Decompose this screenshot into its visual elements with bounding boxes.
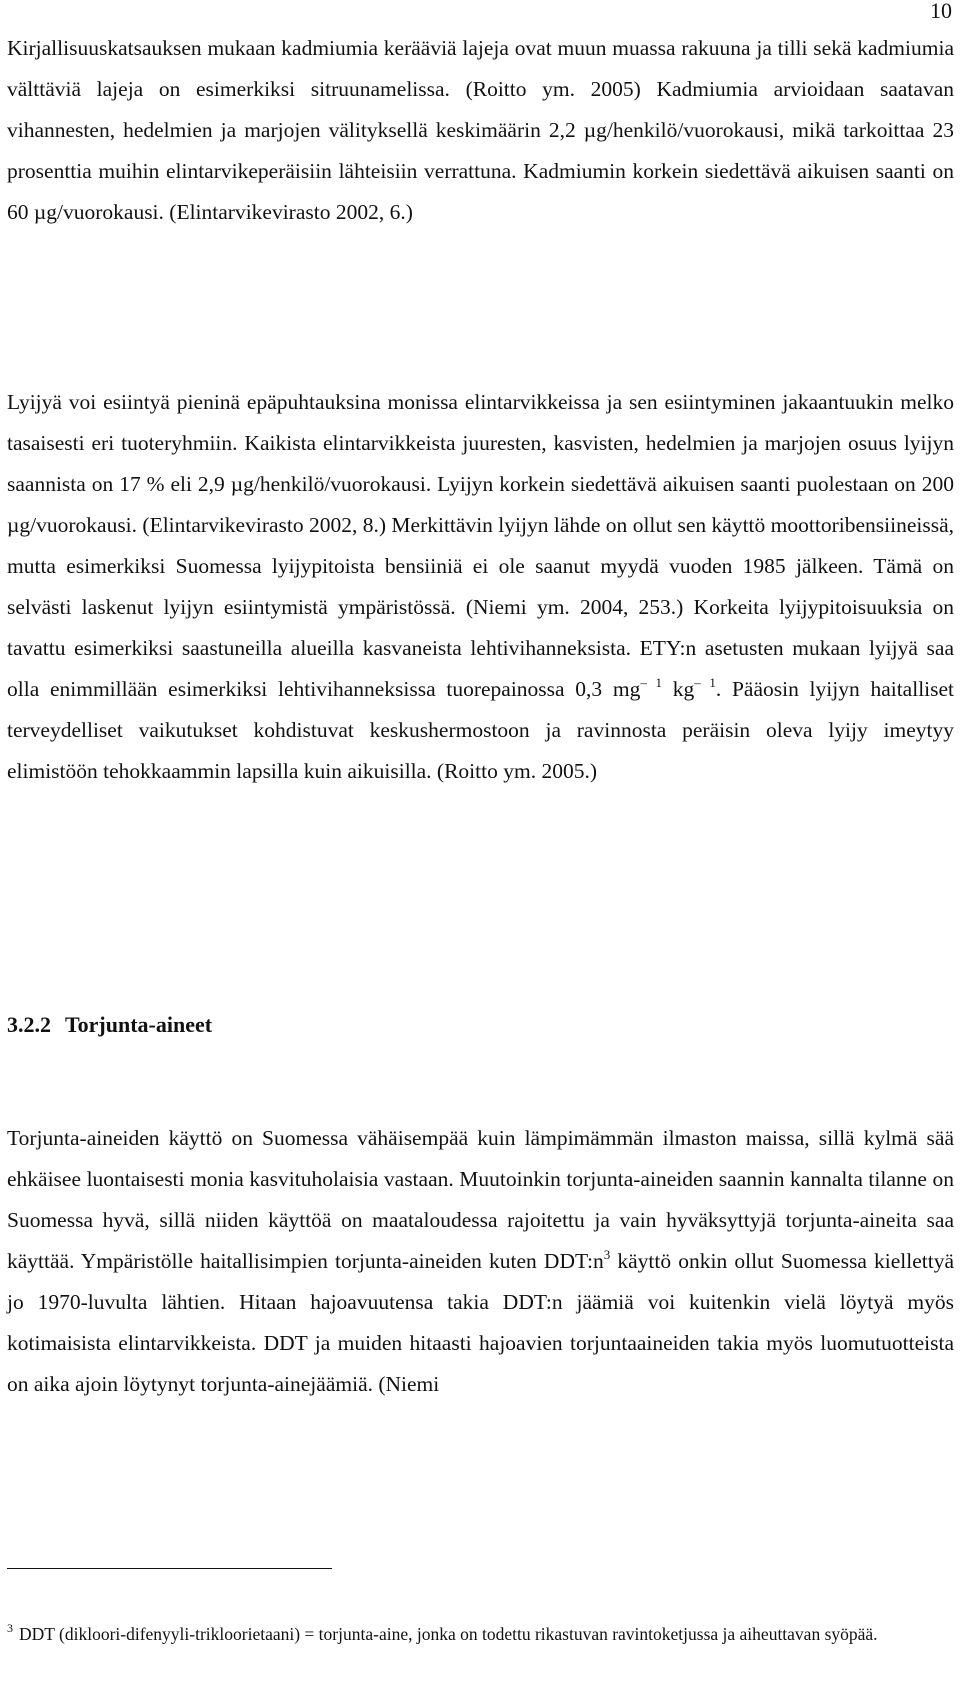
section-title: Torjunta-aineet [65,1012,213,1037]
paragraph-pesticides [7,1118,954,1405]
paragraph-lead-text: Lyijyä voi esiintyä pieninä epäpuhtauksina monissa elintarvikkeissa ja sen esiintyminen jakaantuukin melko tasaisesti eri tuoteryhmiin. Kaikista elintarvikkeista juuresten, kasvisten, hedelmien ja marjojen osuus lyijyn saannista on 17 % eli 2,9 µg/henkilö/vuorokausi. Lyijyn korkein siedettävä aikuisen saanti puolestaan on 200 µg/vuorokausi. (Elintarvikevirasto 2002, 8.) Merkittävin lyijyn lähde on ollut sen käyttö moottoribensiineissä, mutta esimerkiksi Suomessa lyijypitoista bensiiniä ei ole saanut myydä vuoden 1985 jälkeen. Tämä on selvästi laskenut lyijyn esiintymistä ympäristössä. (Niemi ym. 2004, 253.) Korkeita lyijypitoisuuksia on tavattu esimerkiksi saastuneilla alueilla kasvaneista lehtivihanneksista. ETY:n asetusten mukaan lyijyä saa olla enimmillään esimerkiksi lehtivihanneksissa tuorepainossa 0,3 mg [7,390,954,701]
section-number: 3.2.2 [7,1012,51,1037]
footnote [7,1618,954,1650]
page-number: 10 [930,0,952,23]
footnote-reference: 3 [603,1247,611,1262]
footnote-text: DDT (dikloori-difenyyli-trikloorietaani) = torjunta-aine, jonka on todettu rikastuvan ravintoketjussa ja aiheuttavan syöpää. [19,1624,878,1644]
paragraph-pesticides-text: Torjunta-aineiden käyttö on Suomessa vähäisempää kuin lämpimämmän ilmaston maissa, sillä kylmä sää ehkäisee luontaisesti monia kasvituholaisia vastaan. Muutoinkin torjunta-aineiden saannin kannalta tilanne on Suomessa hyvä, sillä niiden käyttöä on maataloudessa rajoitettu ja vain hyväksyttyjä torjunta-aineita saa käyttää. Ympäristölle haitallisimpien torjunta-aineiden kuten DDT:n [7,1126,954,1273]
exponent-kg: – 1 [694,675,716,690]
paragraph-lead-text-end: . Pääosin lyijyn haitalliset terveydelliset vaikutukset kohdistuvat keskushermostoon ja ravinnosta peräisin oleva lyijy imeytyy elimistöön tehokkaammin lapsilla kuin aikuisilla. (Roitto ym. 2005.) [7,677,955,783]
paragraph-lead [7,382,954,792]
exponent-mg: – 1 [640,675,662,690]
footnote-divider [7,1568,332,1569]
unit-kg: kg [662,677,695,701]
footnote-marker: 3 [7,1621,13,1635]
paragraph-cadmium: Kirjallisuuskatsauksen mukaan kadmiumia kerääviä lajeja ovat muun muassa rakuuna ja tilli sekä kadmiumia välttäviä lajeja on esimerkiksi sitruunamelissa. (Roitto ym. 2005) Kadmiumia arvioidaan saatavan vihannesten, hedelmien ja marjojen välityksellä keskimäärin 2,2 µg/henkilö/vuorokausi, mikä tarkoittaa 23 prosenttia muihin elintarvikeperäisiin lähteisiin verrattuna. Kadmiumin korkein siedettävä aikuisen saanti on 60 µg/vuorokausi. (Elintarvikevirasto 2002, 6.) [7,36,954,224]
section-heading [7,1010,212,1040]
paragraph-pesticides-text-end: käyttö onkin ollut Suomessa kiellettyä jo 1970-luvulta lähtien. Hitaan hajoavuutensa takia DDT:n jäämiä voi kuitenkin vielä löytyä myös kotimaisista elintarvikkeista. DDT ja muiden hitaasti hajoavien torjuntaaineiden takia myös luomutuotteista on aika ajoin löytynyt torjunta-ainejäämiä. (Niemi [7,1249,954,1396]
